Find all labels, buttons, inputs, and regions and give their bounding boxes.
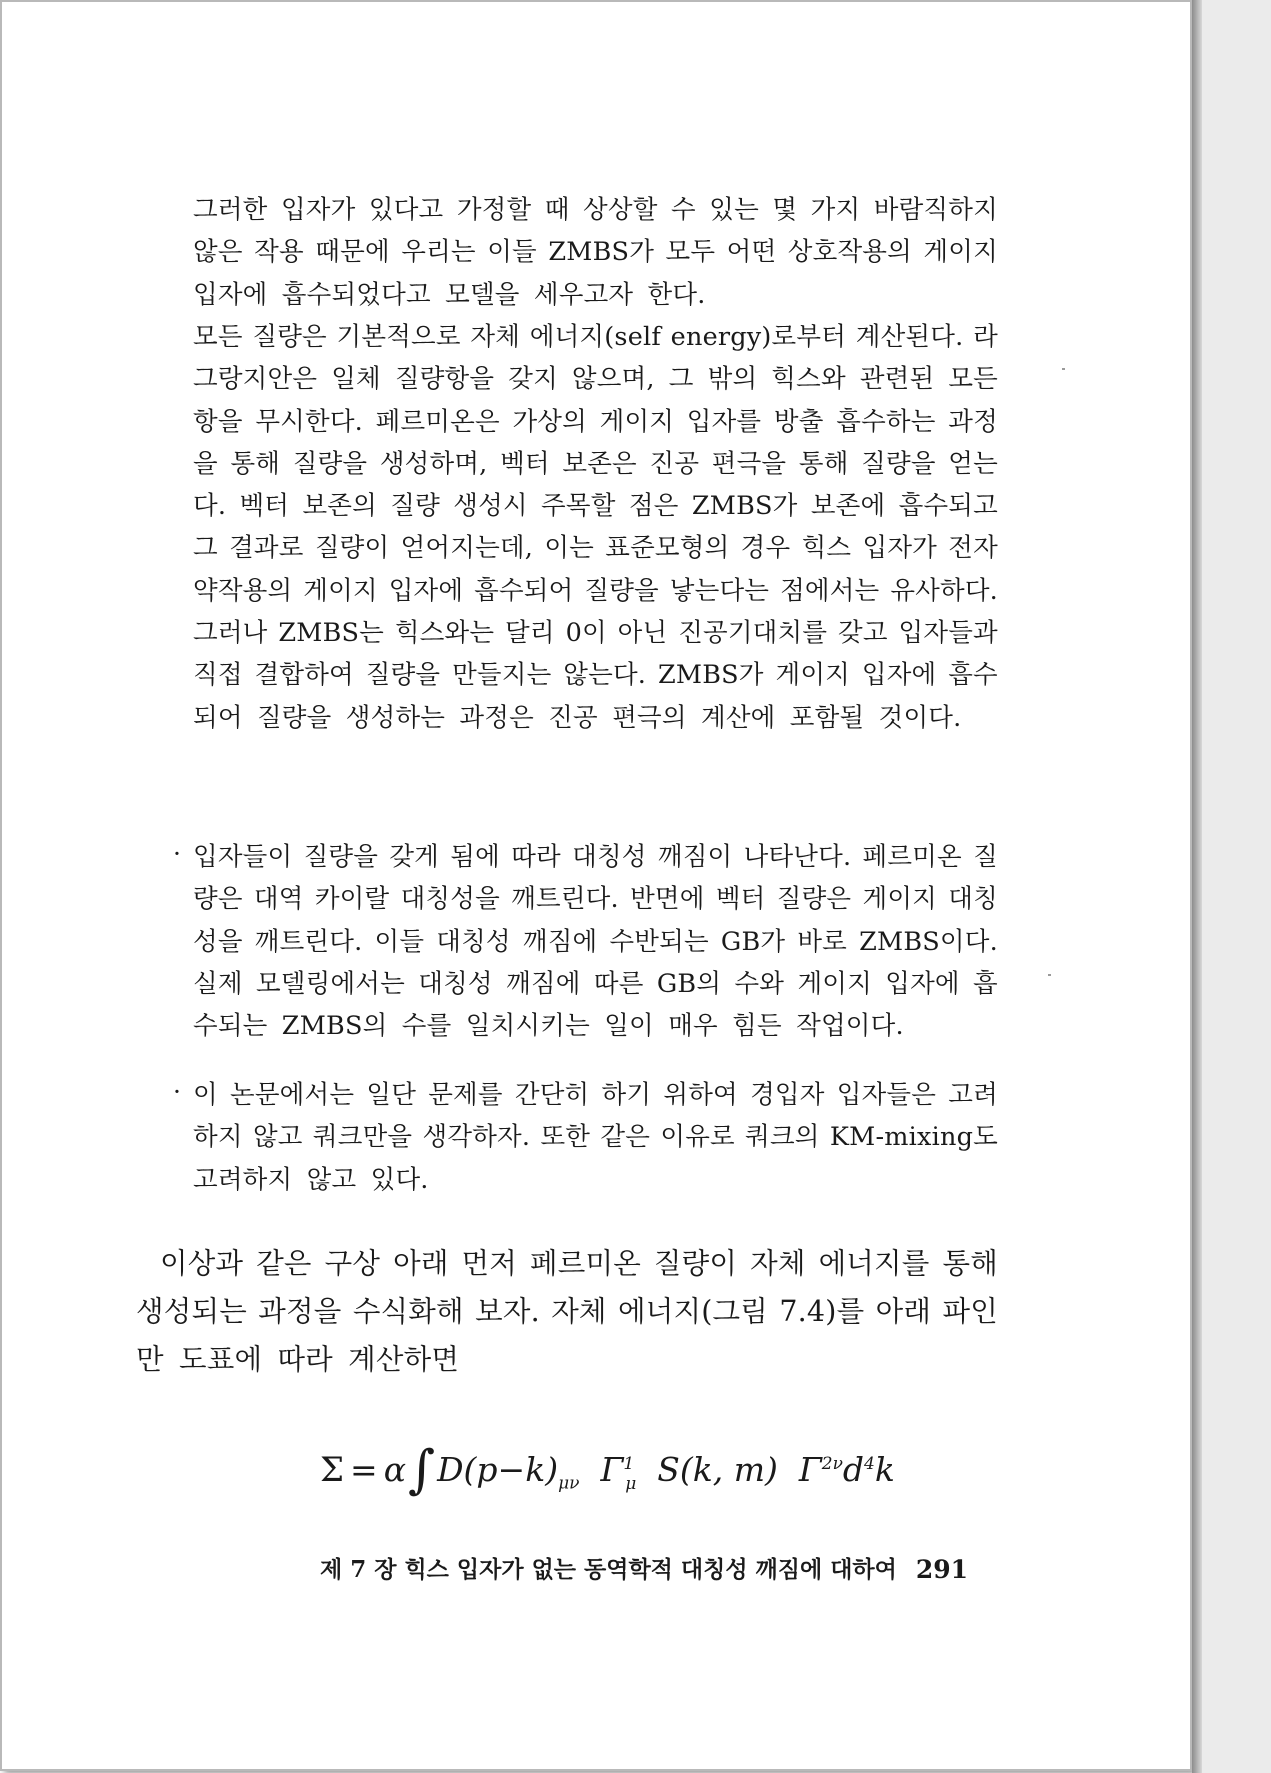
- equation-measure-var: k: [874, 1450, 895, 1489]
- text-line: 입자들이 질량을 갖게 됨에 따라 대칭성 깨짐이 나타난다. 페르미온 질: [193, 842, 998, 872]
- text-line: 직접 결합하여 질량을 만들지는 않는다. ZMBS가 게이지 입자에 흡수: [193, 660, 998, 691]
- bullet-dot: ·: [173, 839, 182, 868]
- viewer-background: [1202, 0, 1271, 1773]
- scan-speck: [1048, 974, 1051, 976]
- page-footer: [320, 1550, 968, 1590]
- text-line: 이 논문에서는 일단 문제를 간단히 하기 위하여 경입자 입자들은 고려: [193, 1080, 998, 1110]
- text-line: 만 도표에 따라 계산하면: [136, 1343, 460, 1376]
- text-line: 않은 작용 때문에 우리는 이들 ZMBS가 모두 어떤 상호작용의 게이지: [193, 237, 998, 268]
- text-line: 성을 깨트린다. 이들 대칭성 깨짐에 수반되는 GB가 바로 ZMBS이다.: [193, 926, 998, 957]
- text-line: 그랑지안은 일체 질량항을 갖지 않으며, 그 밖의 힉스와 관련된 모든: [193, 364, 998, 395]
- text-line: 입자에 흡수되었다고 모델을 세우고자 한다.: [193, 279, 706, 310]
- equation-lhs: Σ: [320, 1450, 345, 1490]
- scan-speck: [1062, 368, 1065, 370]
- page-edge-shadow: [1192, 0, 1202, 1773]
- equation-gamma1-sup: 1: [623, 1454, 635, 1474]
- chapter-title: 제 7 장 힉스 입자가 없는 동역학적 대칭성 깨짐에 대하여: [320, 1556, 897, 1583]
- equation-coupling: α: [383, 1450, 406, 1489]
- text-line: 고려하지 않고 있다.: [193, 1164, 429, 1195]
- text-line: 되어 질량을 생성하는 과정은 진공 편극의 계산에 포함될 것이다.: [193, 702, 962, 733]
- text-line: 약작용의 게이지 입자에 흡수되어 질량을 낳는다는 점에서는 유사하다.: [193, 575, 998, 606]
- equation-equals: =: [350, 1450, 378, 1489]
- equation-gamma2: Γ: [798, 1450, 822, 1489]
- equation-measure: d: [842, 1450, 865, 1489]
- equation-gamma1-sub: μ: [625, 1473, 637, 1494]
- text-line: 을 통해 질량을 생성하며, 벡터 보존은 진공 편극을 통해 질량을 얻는: [193, 448, 998, 479]
- equation-integral: ∫: [408, 1440, 436, 1500]
- text-line: 생성되는 과정을 수식화해 보자. 자체 에너지(그림 7.4)를 아래 파인: [136, 1295, 998, 1328]
- text-line: 하지 않고 쿼크만을 생각하자. 또한 같은 이유로 쿼크의 KM-mixing도: [193, 1122, 998, 1153]
- text-line: 그러한 입자가 있다고 가정할 때 상상할 수 있는 몇 가지 바람직하지: [193, 195, 998, 225]
- text-line: 량은 대역 카이랄 대칭성을 깨트린다. 반면에 벡터 질량은 게이지 대칭: [193, 884, 998, 915]
- text-line: 실제 모델링에서는 대칭성 깨짐에 따른 GB의 수와 게이지 입자에 흡: [193, 968, 998, 999]
- text-line: 모든 질량은 기본적으로 자체 에너지(self energy)로부터 계산된다. 라: [193, 321, 998, 352]
- text-line: 이상과 같은 구상 아래 먼저 페르미온 질량이 자체 에너지를 통해: [160, 1247, 998, 1280]
- equation-propagator: D(p−k): [437, 1450, 559, 1489]
- text-line: 그러나 ZMBS는 힉스와는 달리 0이 아닌 진공기대치를 갖고 입자들과: [193, 618, 998, 648]
- equation-gamma1: Γ: [600, 1450, 624, 1489]
- equation-fermion: S(k, m): [657, 1450, 778, 1489]
- bullet-dot: ·: [173, 1077, 182, 1106]
- text-line: 수되는 ZMBS의 수를 일치시키는 일이 매우 힘든 작업이다.: [193, 1011, 904, 1042]
- page-number: 291: [915, 1555, 968, 1584]
- equation-measure-sup: 4: [864, 1454, 875, 1474]
- text-line: 다. 벡터 보존의 질량 생성시 주목할 점은 ZMBS가 보존에 흡수되고: [193, 491, 998, 522]
- text-line: 그 결과로 질량이 얻어지는데, 이는 표준모형의 경우 힉스 입자가 전자: [193, 533, 998, 564]
- equation-propagator-sub: μν: [558, 1473, 580, 1494]
- equation-gamma2-sup: 2ν: [821, 1454, 843, 1474]
- self-energy-equation: [320, 1424, 895, 1504]
- text-line: 항을 무시한다. 페르미온은 가상의 게이지 입자를 방출 흡수하는 과정: [193, 406, 998, 437]
